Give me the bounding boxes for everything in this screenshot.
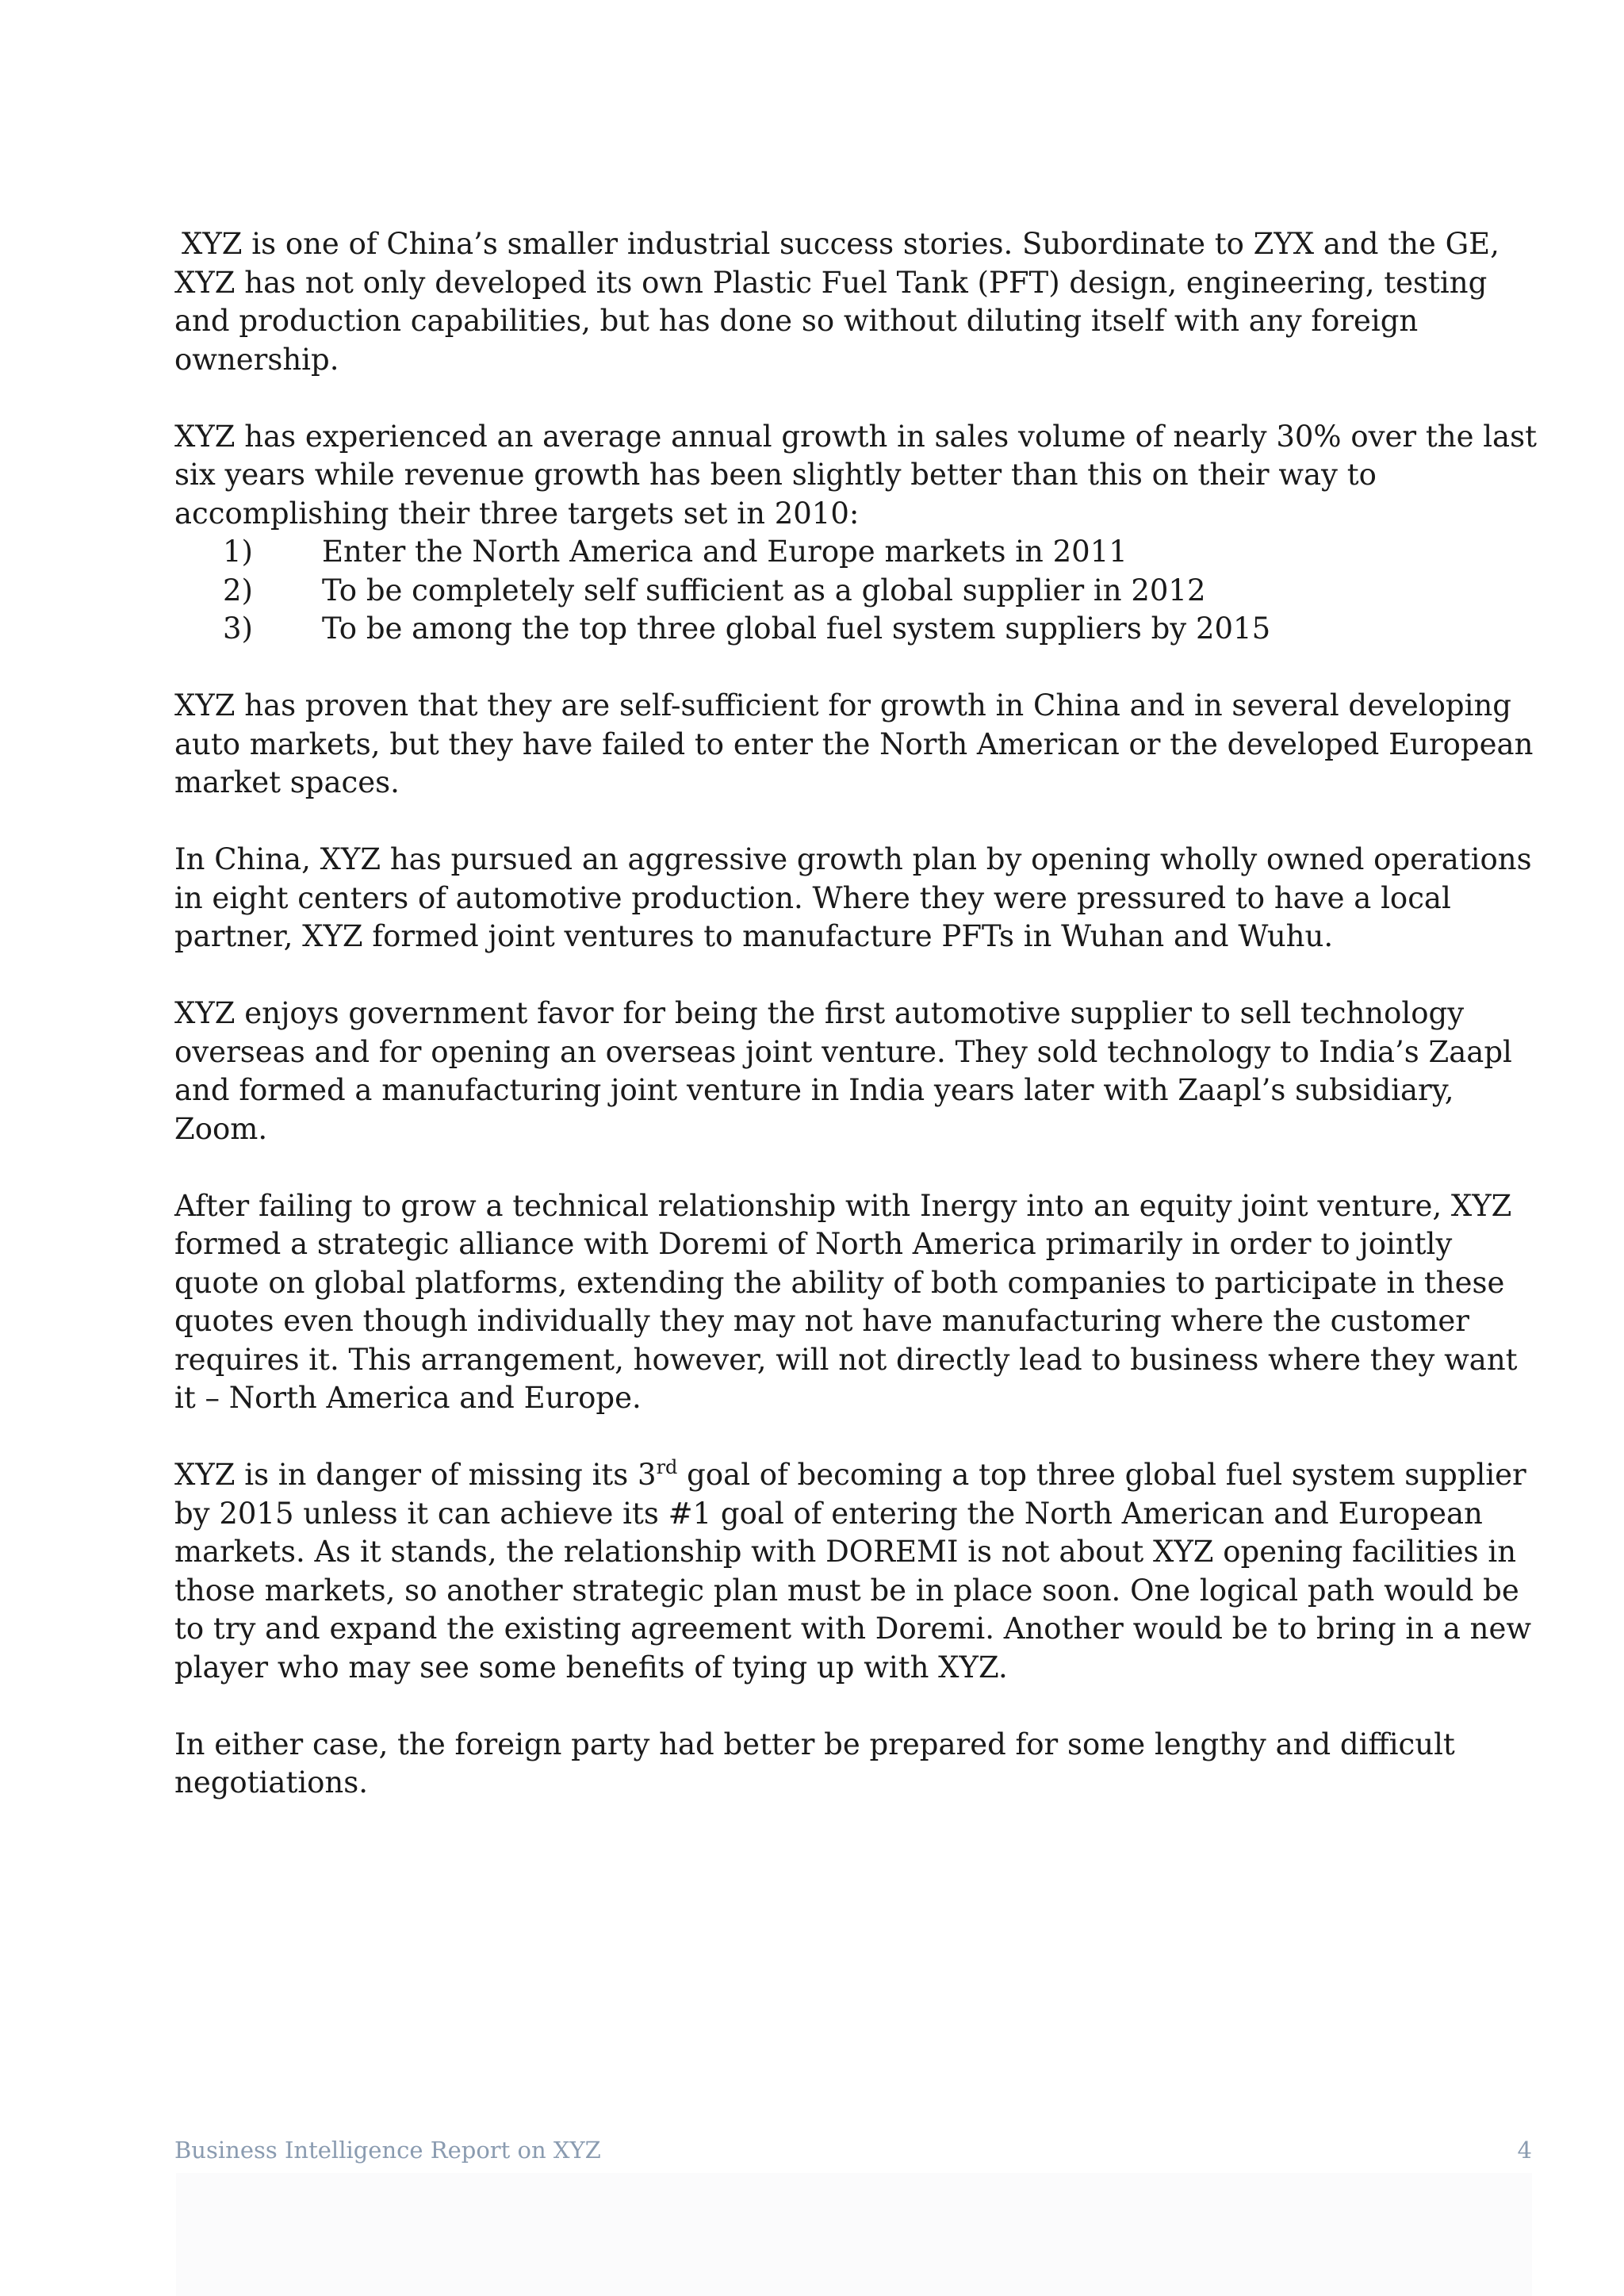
paragraph-government-favor: XYZ enjoys government favor for being the first automotive supplier to sell technology overseas and for opening an overseas joint venture. They sold technology to India’s Zaapl and formed a manufacturing joint venture in India years later with Zaapl’s subsidiary, Zoom. — [174, 996, 1512, 1146]
paragraph-growth-targets-intro: XYZ has experienced an average annual growth in sales volume of nearly 30% over the last six years while revenue growth has been slightly better than this on their way to accomplishing their three targets set in 2010: — [174, 419, 1537, 531]
page-footer — [174, 2137, 1532, 2175]
footer-band — [176, 2173, 1532, 2296]
paragraph-china-growth: In China, XYZ has pursued an aggressive growth plan by opening wholly owned operations in eight centers of automotive production. Where they were pressured to have a local partner, XYZ formed joint ventures to manufacture PFTs in Wuhan and Wuhu. — [174, 842, 1532, 953]
paragraph-strategic-alliance: After failing to grow a technical relationship with Inergy into an equity joint venture, XYZ formed a strategic alliance with Doremi of North America primarily in order to jointly quote on global platforms, extending the ability of both companies to participate in these quotes even though individually they may not have manufacturing where the customer requires it. This arrangement, however, will not directly lead to business where they want it – North America and Europe. — [174, 1188, 1518, 1415]
footer-title: Business Intelligence Report on XYZ — [174, 2137, 601, 2164]
list-item-text: Enter the North America and Europe markets in 2011 — [322, 535, 1128, 569]
list-item-text: To be completely self sufficient as a global supplier in 2012 — [322, 573, 1206, 608]
targets-list — [174, 533, 1538, 649]
list-item-number: 3) — [223, 611, 253, 646]
paragraph-self-sufficiency: XYZ has proven that they are self-sufficient for growth in China and in several developing auto markets, but they have failed to enter the North American or the developed European market spaces. — [174, 688, 1534, 799]
list-item — [174, 610, 1538, 649]
page-number: 4 — [1517, 2137, 1532, 2164]
paragraph-company-overview: XYZ is one of China’s smaller industrial success stories. Subordinate to ZYX and the GE, XYZ has not only developed its own Plastic Fuel Tank (PFT) design, engineering, testing and production capabilities, but has done so without diluting itself with any foreign ownership. — [174, 227, 1500, 377]
goal-text-end: goal of becoming a top three global fuel system supplier by 2015 unless it can achieve its #1 goal of entering the North American and European markets. As it stands, the relationship with DOREMI is not about XYZ opening facilities in those markets, so another strategic plan must be in place soon. One logical path would be to try and expand the existing agreement with Doremi. Another would be to bring in a new player who may see some benefits of tying up with XYZ. — [174, 1458, 1532, 1685]
goal-text-start: XYZ is in danger of missing its 3 — [174, 1458, 657, 1492]
paragraph-negotiations: In either case, the foreign party had better be prepared for some lengthy and difficult negotiations. — [174, 1727, 1455, 1800]
paragraph-goal-risk — [174, 1456, 1538, 1687]
report-body — [174, 225, 1538, 1841]
list-item-text: To be among the top three global fuel system suppliers by 2015 — [322, 611, 1271, 646]
list-item-number: 1) — [223, 535, 253, 569]
list-item — [174, 572, 1538, 611]
list-item — [174, 533, 1538, 572]
list-item-number: 2) — [223, 573, 253, 608]
ordinal-superscript: rd — [656, 1456, 678, 1478]
